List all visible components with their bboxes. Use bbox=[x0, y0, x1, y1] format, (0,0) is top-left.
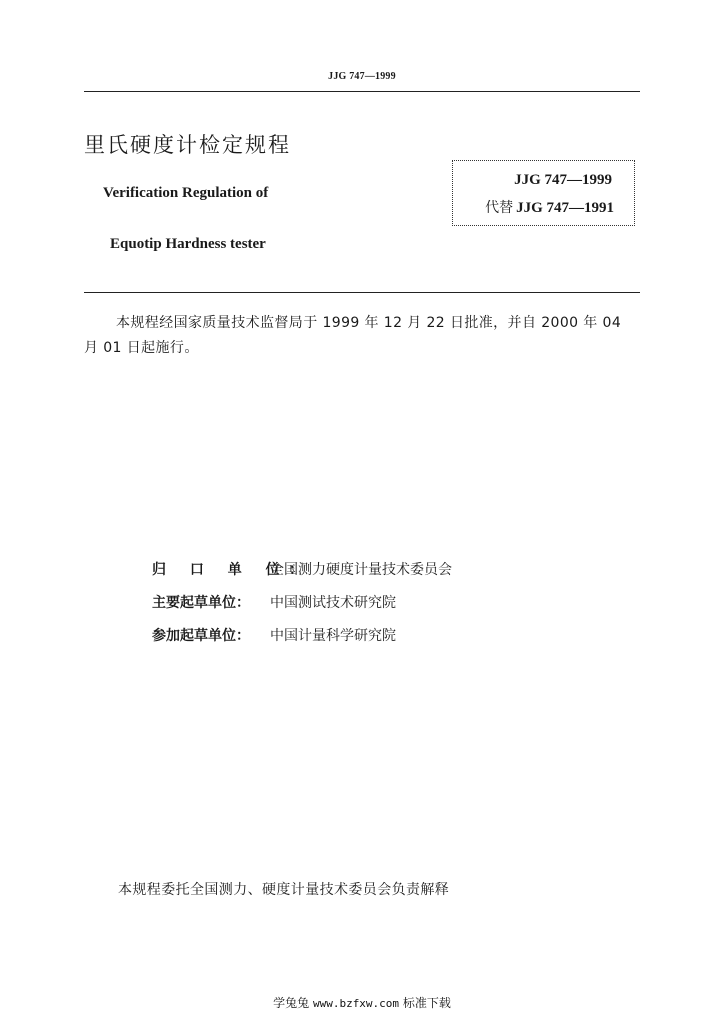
current-standard-code: JJG 747—1999 bbox=[514, 172, 612, 188]
replaces-prefix: 代替 bbox=[485, 200, 514, 216]
source-watermark bbox=[0, 994, 724, 1011]
participant-drafter-label: 参加起草单位： bbox=[152, 628, 250, 644]
responsible-unit-row bbox=[152, 559, 452, 579]
watermark-url: www.bzfxw.com bbox=[312, 997, 400, 1010]
main-drafter-label: 主要起草单位： bbox=[152, 595, 250, 611]
standard-code-box bbox=[452, 160, 635, 226]
main-drafter-value: 中国测试技术研究院 bbox=[270, 595, 396, 611]
participant-drafter-row bbox=[152, 625, 396, 645]
interpretation-note: 本规程委托全国测力、硬度计量技术委员会负责解释 bbox=[118, 882, 450, 898]
header-standard-code: JJG 747—1999 bbox=[328, 71, 396, 82]
replaced-standard-line bbox=[485, 197, 614, 217]
document-title-english-line2: Equotip Hardness tester bbox=[110, 236, 266, 252]
main-drafter-row bbox=[152, 592, 396, 612]
participant-drafter-value: 中国计量科学研究院 bbox=[270, 628, 396, 644]
title-divider bbox=[84, 292, 640, 293]
watermark-suffix: 标准下载 bbox=[399, 996, 451, 1010]
header-divider bbox=[84, 91, 640, 92]
watermark-site-name: 学兔兔 bbox=[273, 996, 313, 1010]
responsible-unit-label: 归 口 单 位： bbox=[152, 562, 313, 578]
responsible-unit-value: 全国测力硬度计量技术委员会 bbox=[270, 562, 452, 578]
document-title-chinese: 里氏硬度计检定规程 bbox=[84, 133, 291, 157]
replaced-standard-code: JJG 747—1991 bbox=[516, 200, 614, 216]
approval-statement: 本规程经国家质量技术监督局于 1999 年 12 月 22 日批准，并自 2000 年 04 月 01 日起施行。 bbox=[84, 315, 622, 356]
document-title-english-line1: Verification Regulation of bbox=[103, 185, 269, 201]
